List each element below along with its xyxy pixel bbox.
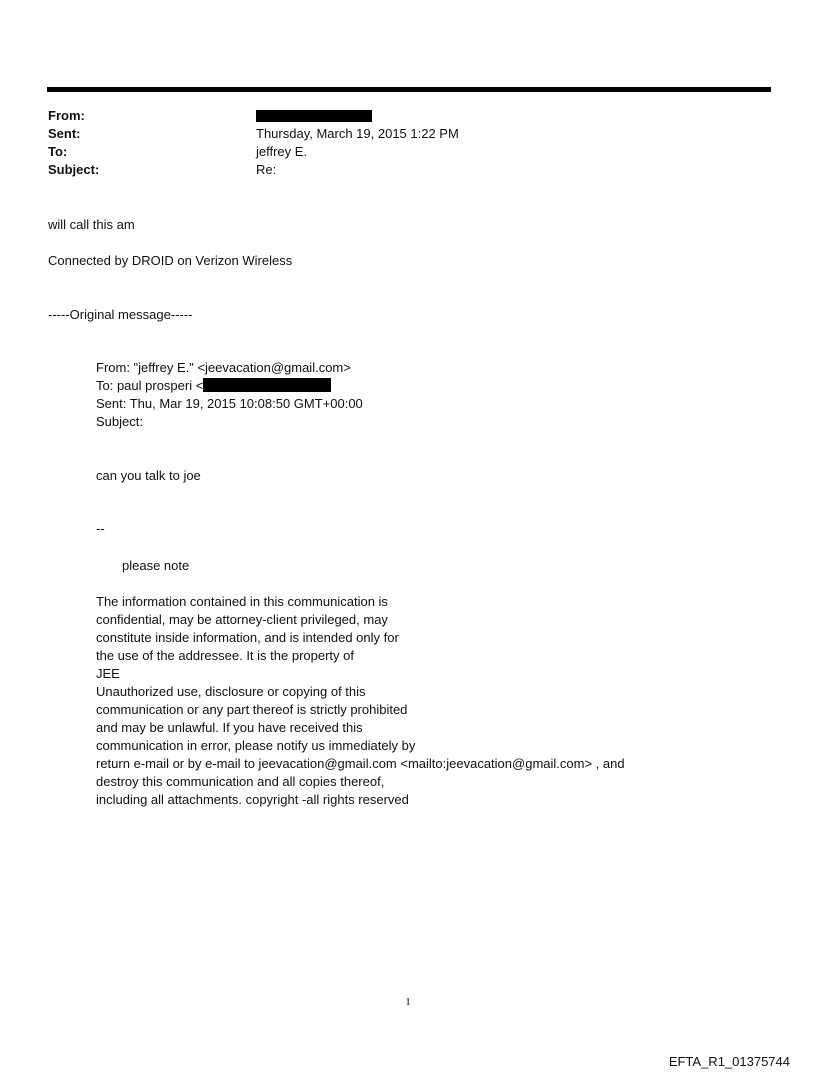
disclaimer-line: communication or any part thereof is strictly prohibited: [96, 702, 408, 717]
please-note: please note: [122, 558, 190, 573]
disclaimer-line: the use of the addressee. It is the property of: [96, 648, 354, 663]
reply-text: will call this am: [48, 217, 135, 232]
subject-value: Re:: [256, 162, 277, 177]
disclaimer-line: including all attachments. copyright -all rights reserved: [96, 792, 409, 807]
to-value: jeffrey E.: [256, 144, 308, 159]
to-label: To:: [48, 144, 68, 159]
sent-value: Thursday, March 19, 2015 1:22 PM: [256, 126, 459, 141]
signature-separator: --: [96, 521, 105, 536]
header-rule: [47, 87, 771, 92]
quoted-message: can you talk to joe: [96, 468, 201, 483]
disclaimer-line: and may be unlawful. If you have received this: [96, 720, 363, 735]
disclaimer-line: constitute inside information, and is intended only for: [96, 630, 399, 645]
from-redaction: [256, 110, 372, 125]
disclaimer-line: The information contained in this communication is: [96, 594, 388, 609]
quoted-sent: Sent: Thu, Mar 19, 2015 10:08:50 GMT+00:00: [96, 396, 363, 411]
bates-number: EFTA_R1_01375744: [668, 1054, 790, 1069]
quoted-subject: Subject:: [96, 414, 143, 429]
disclaimer-line: destroy this communication and all copies thereof,: [96, 774, 385, 789]
disclaimer-line: return e-mail or by e-mail to jeevacation@gmail.com <mailto:jeevacation@gmail.com> , and: [96, 756, 625, 771]
disclaimer-line: communication in error, please notify us immediately by: [96, 738, 416, 753]
disclaimer-line: Unauthorized use, disclosure or copying of this: [96, 684, 366, 699]
from-label: From:: [48, 108, 85, 123]
quoted-to: [96, 378, 331, 393]
sent-label: Sent:: [48, 126, 81, 141]
signature-text: Connected by DROID on Verizon Wireless: [48, 253, 293, 268]
quoted-to-redaction: [203, 378, 331, 392]
quoted-to-text: To: paul prosperi <: [96, 378, 204, 393]
original-message-marker: -----Original message-----: [48, 307, 193, 322]
subject-label: Subject:: [48, 162, 100, 177]
disclaimer-line: confidential, may be attorney-client privileged, may: [96, 612, 388, 627]
disclaimer-line: JEE: [96, 666, 120, 681]
quoted-from: From: "jeffrey E." <jeevacation@gmail.com>: [96, 360, 351, 375]
page-number: 1: [405, 996, 411, 1008]
